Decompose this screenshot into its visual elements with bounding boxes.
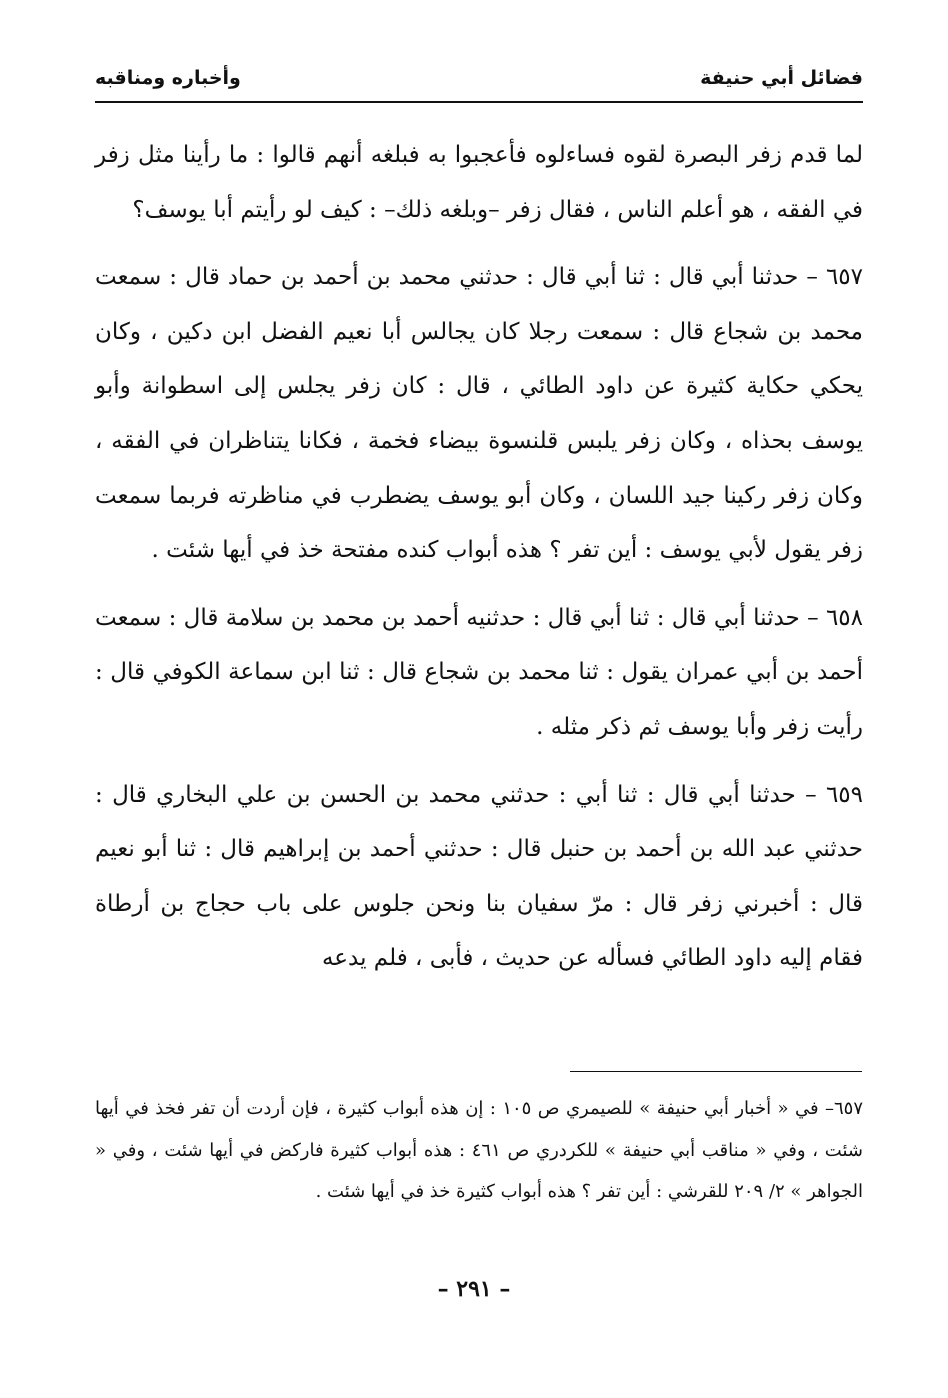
paragraph-659: ٦٥٩ – حدثنا أبي قال : ثنا أبي : حدثني محمد بن الحسن بن علي البخاري قال : حدثني عبد الله بن أحمد بن حنبل قال : حدثني أحمد بن إبراهيم قال : ثنا أبو نعيم قال : أخبرني زفر قال : مرّ سفيان بنا ونحن جلوس على باب حجاج بن أرطاة فقام إليه داود الطائي فسأله عن حديث ، فأبى ، فلم يدعه (95, 781, 863, 972)
header-book-title: فضائل أبي حنيفة (700, 67, 863, 89)
paragraph-658: ٦٥٨ – حدثنا أبي قال : ثنا أبي قال : حدثنيه أحمد بن محمد بن سلامة قال : سمعت أحمد بن أبي عمران يقول : ثنا محمد بن شجاع قال : ثنا ابن سماعة الكوفي قال : رأيت زفر وأبا يوسف ثم ذكر مثله . (95, 604, 863, 740)
page-number: – ٢٩١ – (437, 1276, 511, 1302)
footnotes (95, 1088, 863, 1213)
footnote-rule (570, 1071, 862, 1072)
main-text (95, 128, 863, 999)
paragraph-continuation: لما قدم زفر البصرة لقوه فساءلوه فأعجبوا به فبلغه أنهم قالوا : ما رأينا مثل زفر في الفقه ، هو أعلم الناس ، فقال زفر –وبلغه ذلك– : كيف لو رأيتم أبا يوسف؟ (95, 142, 863, 223)
footnote-657: ٦٥٧– في « أخبار أبي حنيفة » للصيمري ص ١٠٥ : إن هذه أبواب كثيرة ، فإن أردت أن تفر فخذ في أيها شئت ، وفي « مناقب أبي حنيفة » للكردري ص ٤٦١ : هذه أبواب كثيرة فاركض في أيها شئت ، وفي « الجواهر » ٢/ ٢٠٩ للقرشي : أين تفر ؟ هذه أبواب كثيرة خذ في أيها شئت . (95, 1098, 863, 1202)
header-rule (95, 101, 863, 103)
header-section-title: وأخباره ومناقبه (95, 67, 241, 89)
paragraph-657: ٦٥٧ – حدثنا أبي قال : ثنا أبي قال : حدثني محمد بن أحمد بن حماد قال : سمعت محمد بن شجاع قال : سمعت رجلا كان يجالس أبا نعيم الفضل ابن دكين ، وكان يحكي حكاية كثيرة عن داود الطائي ، قال : كان زفر يجلس إلى اسطوانة وأبو يوسف بحذاه ، وكان زفر يلبس قلنسوة بيضاء فخمة ، فكانا يتناظران في الفقه ، وكان زفر ركينا جيد اللسان ، وكان أبو يوسف يضطرب في مناظرته فربما سمعت زفر يقول لأبي يوسف : أين تفر ؟ هذه أبواب كنده مفتحة خذ في أيها شئت . (95, 264, 863, 564)
running-header (95, 58, 863, 98)
